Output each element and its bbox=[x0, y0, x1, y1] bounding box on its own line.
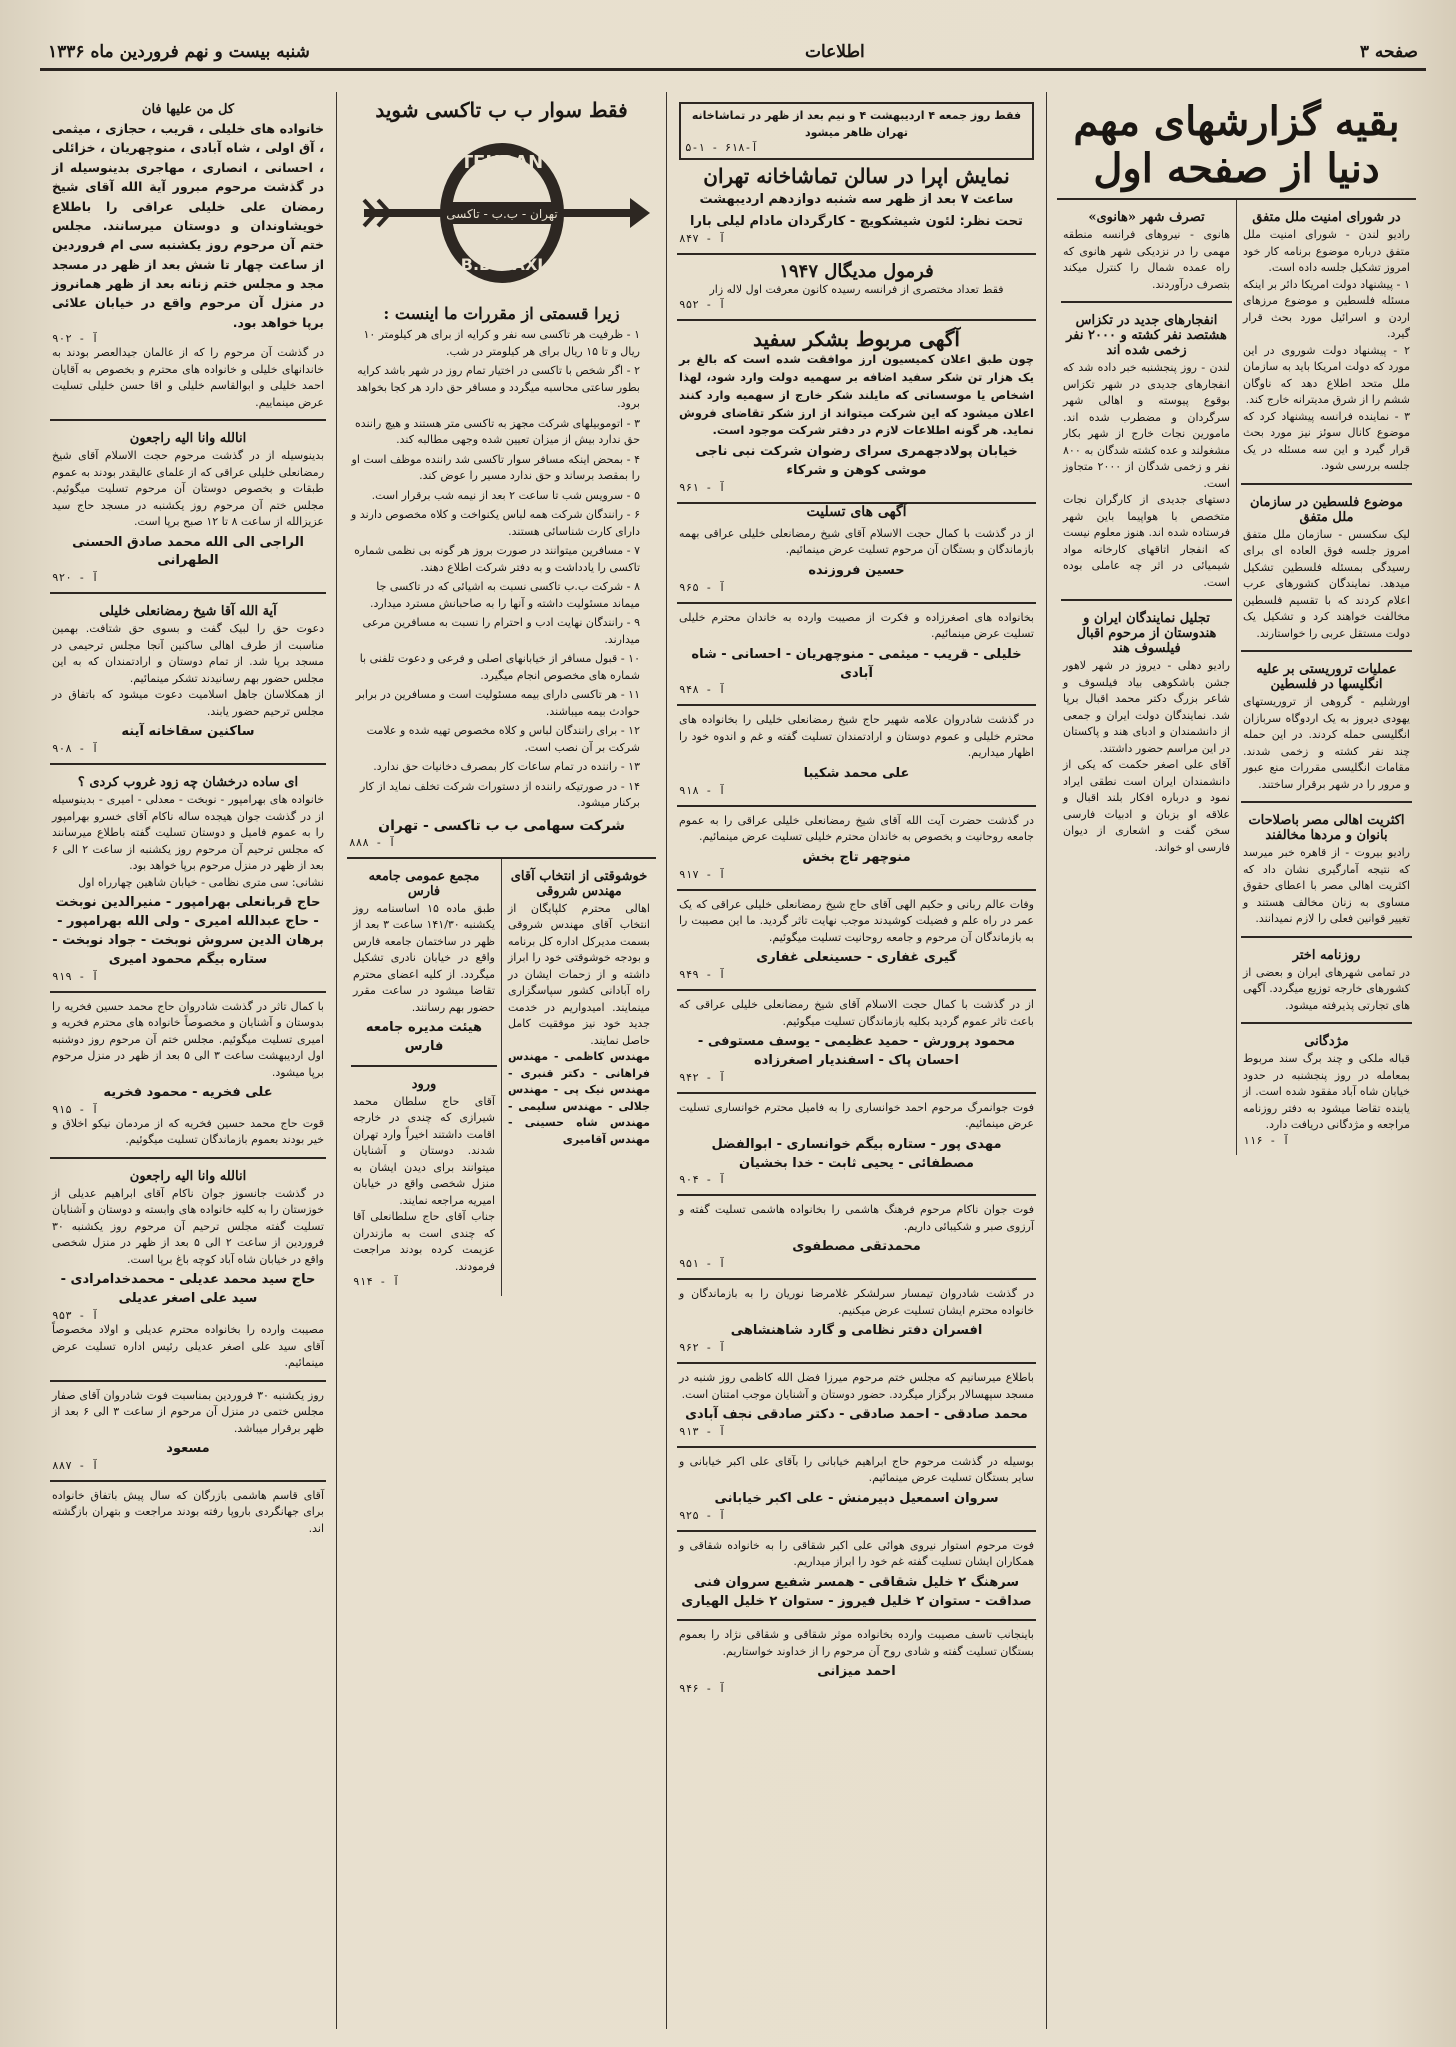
taxi-rule: ۵ - سرویس شب تا ساعت ۲ بعد از نیمه شب برقرار است. bbox=[371, 488, 640, 502]
hanoi-title: تصرف شهر «هانوی» bbox=[1088, 210, 1205, 225]
taxi-rule: ۱۰ - قبول مسافر از خیابانهای اصلی و فرعی و دعوت تلفنی با شماره های مخصوص انجام میگیرد. bbox=[359, 652, 640, 682]
bahrampour-notice bbox=[50, 765, 326, 992]
security-title: در شورای امنیت ملل متفق bbox=[1252, 210, 1401, 225]
taxi-footer: شرکت سهامی ب ب تاکسی - تهران bbox=[378, 817, 625, 834]
condolence-text: در گذشت شادروان علامه شهیر حاج شیخ رمضانعلی خلیلی را بخانواده های محترم خلیلی و عموم دوستان و ارادتمندان تسلیت گفته و غم و اندوه خود را اظهار میداریم. bbox=[679, 713, 1034, 760]
masoud-sign: مسعود bbox=[166, 1441, 210, 1457]
security-point-2: ۲ - پیشنهاد دولت شوروی در این مورد که دولت امریکا باید به سازمان ملل متحد اطلاع دهد که ناوگان ششم را از شرق مدیترانه خارج کند. bbox=[1243, 343, 1410, 406]
lost-text: قباله ملکی و چند برگ سند مربوط بمعامله در روز پنجشنبه در حدود خیابان شاه آباد مفقود شده است. از یابنده تقاضا میشود به دفتر روزنامه مراجعه و مژدگانی دریافت دارد. bbox=[1243, 1052, 1410, 1131]
shooghi-notice bbox=[506, 859, 652, 1157]
condolence-list bbox=[677, 520, 1036, 1703]
paper-name: اطلاعات bbox=[804, 42, 865, 62]
terrorism-title: عملیات تروریستی بر علیه انگلیسها در فلسطین bbox=[1256, 662, 1397, 692]
ayatollah-text: دعوت حق را لبیک گفت و بسوی حق شتافت. بهمین مناسبت از طرف اهالی ساکنین آنجا مجلس ترحیمی در مسجد برپا شد. از تمام دوستان و ارادتمندان که به این مجلس حضور بهم رسانیدند تشکر مینمائیم. bbox=[52, 622, 324, 685]
security-point-3: ۳ - نماینده فرانسه پیشنهاد کرد که موضوع کانال سوئز نیز مورد بحث قرار گیرد و این سه مسئله در یک جلسه بررسی شود. bbox=[1243, 409, 1410, 472]
taxi-rule: ۹ - رانندگان نهایت ادب و احترام را نسبت به مسافرین مرعی میدارند. bbox=[362, 616, 640, 646]
condolence-code: آ - ۹۵۱ bbox=[679, 1257, 726, 1271]
opera-title: نمایش اپرا در سالن تماشاخانه تهران bbox=[703, 164, 1010, 188]
ennaa-code: آ - ۹۲۰ bbox=[52, 571, 99, 585]
condolence-names: علی محمد شکیبا bbox=[803, 765, 910, 781]
condolence-notice bbox=[677, 1094, 1036, 1197]
formula-code: آ - ۹۵۲ bbox=[679, 298, 726, 312]
condolence-names: گیری غفاری - حسینعلی غفاری bbox=[756, 950, 957, 966]
condolence-names: افسران دفتر نظامی و گارد شاهنشاهی bbox=[730, 1323, 983, 1339]
lost-notice bbox=[1241, 1024, 1412, 1155]
ennaa-text: بدینوسیله از در گذشت مرحوم حجت الاسلام آقای شیخ رمضانعلی خلیلی عراقی که از علمای عالیقدر بودند به عموم طبقات و بخصوص دوستان آن مرحوم تسلیت میگوئیم. مجلس ختم آن مرحوم روز یکشنبه در مسجد حاج سید عزیزالله از ساعت ۸ تا ۱۲ صبح برپا است. bbox=[52, 449, 324, 529]
issue-date: شنبه بیست و نهم فروردین ماه ۱۳۳۶ bbox=[48, 42, 310, 62]
condolence-code: آ - ۹۲۵ bbox=[679, 1508, 726, 1522]
akhtar-title: روزنامه اختر bbox=[1292, 947, 1361, 963]
condolence-notice bbox=[677, 520, 1036, 604]
taxi-rules bbox=[349, 327, 654, 812]
condolence-text: بخانواده های اصغرزاده و فکرت از مصیبت وارده به خاندان محترم خلیلی تسلیت عرض مینمائیم. bbox=[679, 610, 1034, 641]
fakhri-note: قوت حاج محمد حسین فخریه که از مردمان نیکو اخلاق و خیر بودند بعموم بازماندگان تسلیت میگوئیم. bbox=[52, 1116, 324, 1147]
adili-text-2: مصیبت وارده را بخانواده محترم عدیلی و اولاد مخصوصاً آقای سید علی اصغر عدیلی رئیس اداره تسلیت عرض مینمائیم. bbox=[52, 1323, 324, 1370]
formula-text: فقط تعداد مختصری از فرانسه رسیده کانون معرفت اول لاله زار bbox=[709, 282, 1004, 296]
taxi-rules-title: زیرا قسمتی از مقررات ما اینست : bbox=[383, 304, 620, 323]
header-quote: کل من علیها فان bbox=[141, 102, 235, 117]
opera-timing-box bbox=[679, 102, 1034, 160]
opera-footer-code: آ - ۸۴۷ bbox=[679, 231, 726, 245]
adili-title: انالله وانا الیه راجعون bbox=[129, 1168, 247, 1184]
taxi-rule: ۱۱ - هر تاکسی دارای بیمه مسئولیت است و مسافرین در برابر حوادث بیمه میباشند. bbox=[355, 688, 640, 718]
masoud-notice bbox=[50, 1382, 326, 1482]
condolence-notice bbox=[677, 1532, 1036, 1622]
commerce-notice bbox=[50, 1482, 326, 1546]
masoud-code: آ - ۸۸۷ bbox=[52, 1458, 99, 1472]
commerce-text: آقای قاسم هاشمی بازرگان که سال پیش باتفاق خانواده برای جهانگردی باروپا رفته بودند مراجعت و بتهران بازگشته اند. bbox=[52, 1488, 324, 1535]
opera-code: آ-۶۱۸ - ۱-۵ bbox=[685, 141, 758, 154]
condolence-text: از در گذشت با کمال حجت الاسلام آقای شیخ رمضانعلی خلیلی عراقی بهمه بازماندگان و بستگان آن مرحوم تسلیت عرض مینمائیم. bbox=[679, 526, 1034, 557]
condolence-text: فوت جوانمرگ مرحوم احمد خوانساری را به فامیل محترم خوانساری تسلیت عرض مینمائیم. bbox=[679, 1100, 1034, 1131]
condolence-notice bbox=[677, 991, 1036, 1094]
condolence-names: محمد صادقی - احمد صادقی - دکتر صادقی نجف آبادی bbox=[685, 1407, 1028, 1423]
taxi-logo bbox=[349, 122, 654, 304]
ayatollah-code: آ - ۹۰۸ bbox=[52, 742, 99, 756]
column-left bbox=[40, 92, 336, 2029]
condolence-code: آ - ۹۱۷ bbox=[679, 867, 726, 881]
opera-timing: فقط روز جمعه ۴ اردیبهشت ۴ و نیم بعد از ظهر در تماشاخانه تهران ظاهر میشود bbox=[691, 109, 1022, 139]
opera-director: تحت نظر: لئون شیشکویچ - کارگردان مادام لیلی بارا bbox=[690, 213, 1023, 229]
condolence-text: در گذشت شادروان تیمسار سرلشکر غلامرضا نوریان را به بازماندگان و خانواده محترم ایشان تسلیت عرض میکنیم. bbox=[679, 1287, 1034, 1317]
ayatollah-notice bbox=[50, 594, 326, 765]
condolence-text: باطلاع میرسانیم که مجلس ختم مرحوم میرزا فضل الله کاظمی روز شنبه در مسجد سپهسالار برگزار میگردد. حضور دوستان و آشنایان موجب امتنان است. bbox=[679, 1371, 1034, 1401]
ayatollah-sign: ساکنین سقاخانه آینه bbox=[121, 724, 255, 740]
iqbal-text-2: آقای علی اصغر حکمت که یکی از دانشمندان ایران است نطقی ایراد نمود و درباره افکار بلند اقبال و علاقه او بزبان و ادبیات فارسی سخن گفت و اشعاری از دیوان فارسی او خواند. bbox=[1063, 758, 1230, 854]
terrorism-text: اورشلیم - گروهی از تروریستهای یهودی دیروز به یک اردوگاه سربازان انگلیسی حمله کردند. در این حمله چند نفر کشته و زخمی شدند. مقامات انگلیسی مقررات منع عبور و مرور را در شهر برقرار ساختند. bbox=[1243, 695, 1410, 791]
lost-code: آ - ۱۱۶ bbox=[1243, 1133, 1290, 1147]
ennaa-title: انالله وانا الیه راجعون bbox=[129, 431, 247, 447]
condolence-code: آ - ۹۴۹ bbox=[679, 968, 726, 981]
column-center-left bbox=[336, 92, 666, 2029]
condolence-text: فوت مرحوم استوار نیروی هوائی علی اکبر شقاقی را به خانواده شقاقی و همکاران ایشان تسلیت گفته غم خود را ابراز میداریم. bbox=[679, 1538, 1034, 1569]
condolence-code: آ - ۹۱۸ bbox=[679, 783, 726, 797]
page-number: صفحه ۳ bbox=[1359, 42, 1418, 62]
condolence-notice bbox=[677, 1280, 1036, 1364]
news-two-columns bbox=[1057, 200, 1416, 1155]
taxi-rule: ۲ - اگر شخص با تاکسی در اختیار تمام روز در شهر باشد کرایه بطور ساعتی محاسبه میگردد و مسافر حق دارد هر کجا بخواهد برود. bbox=[356, 364, 640, 410]
fakhri-code: آ - ۹۱۵ bbox=[52, 1102, 99, 1116]
taxi-rule: ۱۲ - برای رانندگان لباس و کلاه مخصوص تهیه شده و علامت شرکت بر آن نصب است. bbox=[366, 724, 640, 754]
condolence-code: آ - ۹۶۲ bbox=[679, 1341, 726, 1355]
hanoi-text: هانوی - نیروهای فرانسه منطقه مهمی را در نزدیکی شهر هانوی که راه عمده شمال را کنترل میکند بتصرف درآوردند. bbox=[1063, 228, 1230, 291]
condolence-notice bbox=[677, 604, 1036, 707]
condolence-text: باینجانب تاسف مصیبت وارده بخانواده موثر شقاقی و شقاقی نژاد را بعموم بستگان تسلیت گفته و شادی روح آن مرحوم را از خداوند خواستاریم. bbox=[679, 1628, 1034, 1658]
shooghi-text: اهالی محترم کلپایگان از انتخاب آقای مهندس شروقی بسمت مدیرکل اداره کل برنامه و بودجه خوشوقتی خود را ابراز داشته و از زحمات ایشان در راه آبادانی کشور سپاسگزاری مینمایند. امیدواریم در خدمت جدید خود نیز موفقیت کامل حاصل نمایند. bbox=[508, 901, 650, 1047]
hanoi-article bbox=[1061, 200, 1232, 303]
sugar-address: خیابان پولادجهمری سرای رضوان شرکت نبی ناجی موشی کوهن و شرکاء bbox=[695, 444, 1018, 479]
taxi-rule: ۶ - رانندگان شرکت همه لباس یکنواخت و کلاه مخصوص دارند و دارای کارت شناسائی هستند. bbox=[351, 508, 640, 538]
khalili-code: آ - ۹۰۲ bbox=[52, 332, 99, 346]
taxi-slogan: فقط سوار ب ب تاکسی شوید bbox=[375, 98, 628, 122]
bahrampour-names: حاج قربانعلی بهرامپور - منیرالدین نوبخت - حاج عبدالله امیری - ولی الله بهرامپور - برهان الدین سروش نوبخت - جواد نوبخت - ستاره بیگم محمود امیری bbox=[52, 895, 324, 967]
arrival-text: آقای حاج سلطان محمد شیرازی که چندی در خارجه اقامت داشتند اخیراً وارد تهران شدند. دوستان و آشنایان میتوانند برای دیدن ایشان به منزل شخصی واقع در خیابان امیریه مراجعه نمایند. bbox=[353, 1094, 495, 1207]
formula-ad bbox=[677, 255, 1036, 322]
condolence-names: مهدی پور - ستاره بیگم خوانساری - ابوالفضل مصطفائی - یحیی ثابت - خدا بخشیان bbox=[711, 1136, 1002, 1171]
condolence-names: احمد میزانی bbox=[817, 1664, 896, 1680]
arrival-code: آ - ۹۱۴ bbox=[353, 1275, 400, 1289]
condolence-text: از در گذشت با کمال حجت الاسلام آقای شیخ رمضانعلی خلیلی عراقی که باعث تاثر عموم گردید بکلیه بازماندگان تسلیت میگوئیم. bbox=[679, 998, 1034, 1028]
condolence-code: آ - ۹۴۸ bbox=[679, 683, 726, 697]
iqbal-title: تجلیل نمایندگان ایران و هندوستان از مرحوم اقبال فیلسوف هند bbox=[1076, 611, 1217, 656]
egypt-article bbox=[1241, 803, 1412, 938]
condolence-notice bbox=[677, 1621, 1036, 1703]
condolence-text: وفات عالم ربانی و حکیم الهی آقای حاج شیخ رمضانعلی خلیلی عراقی که یک عمر در راه علم و فضیلت کوشیدند موجب نهایت تاثر گردید. ما این مصیبت را به بازماندگان آن مرحوم و جامعه روحانیت تسلیت میگوئیم. bbox=[679, 897, 1034, 944]
taxi-rule: ۸ - شرکت ب.ب تاکسی نسبت به اشیائی که در تاکسی جا میماند مسئولیت داشته و آنها را به صاحبانش مسترد میدارد. bbox=[370, 580, 640, 610]
formula-title: فرمول مدیگال ۱۹۴۷ bbox=[779, 260, 934, 282]
arrival-text-2: جناب آقای حاج سلطانعلی آقا که چندی است به مازندران عزیمت کرده بودند مراجعت فرمودند. bbox=[353, 1210, 495, 1273]
condolence-names: خلیلی - قریب - میثمی - منوچهریان - احسانی - شاه آبادی bbox=[691, 646, 1022, 681]
adili-names: حاج سید محمد عدیلی - محمدخدامرادی - سید علی اصغر عدیلی bbox=[60, 1272, 316, 1307]
akhtar-notice bbox=[1241, 938, 1412, 1025]
taxi-logo-top: TEHRAN bbox=[460, 152, 543, 173]
taxi-rule: ۳ - اتوموبیلهای شرکت مجهز به تاکسی متر هستند و هیچ راننده حق ندارد بیش از میزان تعیین شده وجهی مطالبه کند. bbox=[355, 416, 640, 446]
palestine-text: لیک سکسس - سازمان ملل متفق امروز جلسه فوق العاده ای برای رسیدگی بمسئله فلسطین تشکیل میدهد. نمایندگان کشورهای عرب اعلام کردند که با تقسیم فلسطین مخالفت خواهند کرد و تشکیل یک دولت مستقل عربی را خواستارند. bbox=[1243, 527, 1410, 640]
page-body bbox=[40, 92, 1426, 2029]
taxi-logo-icon bbox=[352, 128, 652, 298]
condolence-notice bbox=[677, 706, 1036, 806]
contracts-text: دستهای جدیدی از کارگران نجات متخصص با هواپیما باین شهر فرستاده شده اند. هنوز معلوم نیست که انفجار اتاقهای کارخانه مواد شیمیائی در اثر چه عاملی بوده است. bbox=[1063, 493, 1230, 589]
jamea-notice bbox=[351, 859, 497, 1067]
main-headline: بقیه گزارشهای مهم دنیا از صفحه اول bbox=[1073, 98, 1400, 192]
condolence-code: آ - ۹۴۶ bbox=[679, 1682, 726, 1696]
condolence-notice bbox=[677, 1364, 1036, 1448]
condolence-names: حسین فروزنده bbox=[808, 562, 905, 578]
news-subcol-right bbox=[1237, 200, 1416, 1155]
khalili-text: خانواده های خلیلی ، قریب ، حجازی ، میثمی ، آق اولی ، شاه آبادی ، منوچهریان ، خزائلی ، احسانی ، انصاری ، مهاجری بدینوسیله از در گذشت مرحوم مبرور آیة الله آقای شیخ رمضان علی خلیلی عراقی را باطلاع خویشاوندان و دوستان میرسانند. مجلس ختم آن مرحوم روز یکشنبه سی ام فروردین از ساعت چهار تا شش بعد از ظهر در مسجد مجد و مجلس ختم زنانه بعد از ظهر همانروز در منزل آن مرحوم واقع در خیابان علائی برپا خواهد بود. bbox=[52, 121, 324, 330]
adili-notice bbox=[50, 1159, 326, 1382]
palestine-title: موضوع فلسطین در سازمان ملل متفق bbox=[1249, 494, 1404, 525]
sugar-ad bbox=[677, 321, 1036, 504]
condolence-names: محمود پرورش - حمید عظیمی - یوسف مستوفی - احسان پاک - اسفندیار اصغرزاده bbox=[697, 1034, 1016, 1068]
taxi-logo-bottom: B.B. TAXI bbox=[460, 255, 543, 274]
taxi-rule: ۱۳ - راننده در تمام ساعات کار بمصرف دخانیات حق ندارد. bbox=[373, 760, 640, 773]
fakhri-text: با کمال تاثر در گذشت شادروان حاج محمد حسین فخریه را بدوستان و آشنایان و مخصوصاً خانواده های محترم فخریه و امیری تسلیت میگوئیم. مجلس ختم آن مرحوم روز دوشنبه اول اردیبهشت ساعت ۳ الی ۵ بعد از ظهر در منزل مرحوم برپا میشود. bbox=[52, 999, 324, 1079]
adili-text: در گذشت جانسوز جوان ناکام آقای ابراهیم عدیلی از خوزستان را به کلیه خانواده های وابسته و دوستان و آشنایان تسلیت گفته مجلس ترحیم آن مرحوم روز یکشنبه ۳۰ فروردین از ساعت ۲ الی ۵ بعد از ظهر در منزل شخصی واقع در خیابان شاه آباد کوچه باغ برپا است. bbox=[52, 1186, 324, 1266]
fakhri-notice bbox=[50, 993, 326, 1159]
fakhri-names: علی فخریه - محمود فخریه bbox=[103, 1085, 273, 1101]
condolence-text: در گذشت حضرت آیت الله آقای شیخ رمضانعلی خلیلی عراقی را به عموم جامعه روحانیت و بخصوص به خاندان محترم خلیلی تسلیت عرض مینمائیم. bbox=[679, 813, 1034, 844]
sugar-text: چون طبق اعلان کمیسیون ارز موافقت شده است که بالغ بر یک هزار تن شکر سفید اضافه بر سهمیه دولت وارد شود، لهذا اشخاص یا موسساتی که مایلند شکر خارج از سهمیه وارد کنند اعلان میشود که این شرکت میتواند از ارز شکر تقاضای فروش نماید. هر گونه اطلاعات لازم در دفتر شرکت موجود است. bbox=[679, 352, 1034, 438]
explosions-title: انفجارهای جدید در تکزاس هشتصد نفر کشته و ۲۰۰۰ نفر زخمی شده اند bbox=[1066, 313, 1227, 358]
taxi-code: آ - ۸۸۸ bbox=[349, 835, 396, 849]
adili-code: آ - ۹۵۳ bbox=[52, 1309, 99, 1323]
bahrampour-title: ای ساده درخشان چه زود غروب کردی ؟ bbox=[77, 775, 299, 791]
shooghi-title: خوشوقتی از انتخاب آقای مهندس شروقی bbox=[510, 868, 648, 899]
jamea-title: مجمع عمومی جامعه فارس bbox=[368, 868, 480, 899]
condolence-code: آ - ۹۴۲ bbox=[679, 1070, 726, 1084]
condolence-text: بوسیله در گذشت مرحوم حاج ابراهیم خیابانی را بآقای علی اکبر خیابانی و سایر بستگان تسلیت عرض مینمائیم. bbox=[679, 1454, 1034, 1485]
arrival-notice bbox=[351, 1067, 497, 1297]
ayatollah-text-2: از همکلاسان جاهل اسلامیت دعوت میشود که باتفاق در مجلس ترحیم حضور یابند. bbox=[52, 688, 324, 718]
khalili-text-2: در گذشت آن مرحوم را که از عالمان جیدالعصر بودند به خاندانهای خلیلی و خانواده های محترم و بخصوص به آقایان احمد خلیلی و ابوالقاسم خلیلی و اقا حسن خلیلی تسلیت عرض مینماییم. bbox=[52, 346, 324, 409]
condolence-code: آ - ۹۱۳ bbox=[679, 1424, 726, 1438]
bottom-notices bbox=[347, 859, 656, 1297]
masthead bbox=[40, 22, 1426, 71]
iqbal-article bbox=[1061, 601, 1232, 864]
bahrampour-address: نشانی: سی متری نظامی - خیابان شاهین چهارراه اول bbox=[78, 875, 324, 889]
taxi-ad bbox=[347, 92, 656, 859]
explosions-article bbox=[1061, 303, 1232, 601]
condolence-names: سروان اسمعیل دبیرمنش - علی اکبر خیابانی bbox=[714, 1490, 999, 1506]
condolence-notice bbox=[677, 807, 1036, 891]
column-right bbox=[1046, 92, 1426, 2029]
condolence-code: آ - ۹۰۴ bbox=[679, 1173, 726, 1187]
khalili-family-notice bbox=[50, 92, 326, 421]
opera-time: ساعت ۷ بعد از ظهر سه شنبه دوازدهم اردیبهشت bbox=[699, 192, 1014, 207]
condolence-header: آگهی های تسلیت bbox=[806, 503, 907, 520]
shooghi-names: مهندس کاظمی - مهندس فراهانی - دکتر قنبری - مهندس نیک پی - مهندس جلالی - مهندس سلیمی - مهندس شاه حسینی - مهندس آقامیری bbox=[508, 1050, 650, 1146]
palestine-article bbox=[1241, 485, 1412, 653]
akhtar-text: در تمامی شهرهای ایران و بعضی از کشورهای خارجه توزیع میگردد. آگهی های تجارتی پذیرفته میشود. bbox=[1243, 965, 1410, 1012]
bottom-notices-right bbox=[502, 859, 656, 1297]
condolence-code: آ - ۹۶۵ bbox=[679, 580, 726, 594]
jamea-text: طبق ماده ۱۵ اساسنامه روز یکشنبه ۱۴۱/۳۰ ساعت ۳ بعد از ظهر در ساختمان جامعه فارس واقع در خیابان نادری تشکیل میگردد. از کلیه اعضای محترم تقاضا میشود در ساعت مقرر حضور بهم رسانند. bbox=[353, 901, 495, 1014]
egypt-text: رادیو بیروت - از قاهره خبر میرسد که نتیجه آمارگیری نشان داد که اکثریت اهالی مصر با اعطای حقوق مساوی به زنان مخالف هستند و تغییر قوانین فعلی را لازم نمیدانند. bbox=[1243, 846, 1410, 925]
headline-block bbox=[1057, 92, 1416, 200]
condolence-text: فوت جوان ناکام مرحوم فرهنگ هاشمی را بخانواده هاشمی تسلیت گفته و آرزوی صبر و شکیبائی داریم. bbox=[679, 1203, 1034, 1233]
taxi-rule: ۷ - مسافرین میتوانند در صورت بروز هر گونه بی نظمی شماره تاکسی را یادداشت و به دفتر شرکت اطلاع دهند. bbox=[354, 544, 640, 574]
ayatollah-title: آیة الله آقا شیخ رمضانعلی خلیلی bbox=[99, 604, 277, 620]
taxi-rule: ۱ - ظرفیت هر تاکسی سه نفر و کرایه از برای هر کیلومتر ۱۰ ریال و تا ۱۵ ریال برای هر کیلومتر در شب. bbox=[363, 328, 640, 358]
bottom-notices-left bbox=[347, 859, 502, 1297]
condolence-notice bbox=[677, 1196, 1036, 1280]
ennaa-notice bbox=[50, 421, 326, 594]
bahrampour-code: آ - ۹۱۹ bbox=[52, 969, 99, 983]
terrorism-article bbox=[1241, 652, 1412, 803]
condolence-names: سرهنگ ۲ خلیل شقاقی - همسر شفیع سروان فنی صداقت - ستوان ۲ خلیل فیروز - ستوان ۲ خلیل الهیاری bbox=[681, 1574, 1032, 1609]
security-council-article bbox=[1241, 200, 1412, 485]
condolence-notice bbox=[677, 1448, 1036, 1532]
taxi-rule: ۱۴ - در صورتیکه راننده از دستورات شرکت تخلف نماید از کار برکنار میشود. bbox=[359, 779, 640, 809]
taxi-logo-center: تهران - ب.ب - تاکسی bbox=[445, 207, 558, 221]
ennaa-sign: الراجی الی الله محمد صادق الحسنی الطهرانی bbox=[72, 534, 304, 569]
security-text: رادیو لندن - شورای امنیت ملل متفق درباره موضوع برنامه کار خود امروز تشکیل جلسه داده است. bbox=[1243, 228, 1410, 274]
security-point-1: ۱ - پیشنهاد دولت امریکا دائر بر اینکه مسئله فلسطین و موضوع مرزهای اردن و اسرائیل مورد بحث قرار گیرد. bbox=[1243, 277, 1410, 340]
column-center-right bbox=[666, 92, 1046, 2029]
bahrampour-text: خانواده های بهرامپور - نوبخت - معدلی - امیری - بدینوسیله از در گذشت جوان هیجده ساله ناکام آقای خسرو بهرامپور را به عموم فامیل و دوستان تسلیت گفته باطلاع میرسانند که مجلس ترحیم آن مرحوم روز یکشنبه از ساعت ۲ الی ۶ بعد از ظهر در منزل مرحوم برپا خواهد بود. bbox=[52, 793, 324, 873]
news-subcol-left bbox=[1057, 200, 1237, 1155]
sugar-title: آگهی مربوط بشکر سفید bbox=[753, 327, 960, 352]
condolence-names: منوچهر تاج بخش bbox=[802, 849, 911, 865]
arrival-title: ورود bbox=[411, 1076, 437, 1092]
masoud-text: روز یکشنبه ۳۰ فروردین بمناسبت فوت شادروان آقای صفار مجلس ختمی در منزل آن مرحوم از ساعت ۳ الی ۶ بعد از ظهر برقرار میباشد. bbox=[52, 1388, 324, 1435]
explosions-text: لندن - روز پنجشنبه خبر داده شد که انفجارهای جدیدی در شهر تکزاس بوقوع پیوسته و اهالی شهر سرگردان و مضطرب شده اند. مامورین نجات خارج از شهر بکار مشغولند و عده کشته شدگان به ۸۰۰ نفر و زخمی شدگان از ۲۰۰۰ متجاوز است. bbox=[1063, 361, 1230, 490]
condolence-names: محمدتقی مصطفوی bbox=[792, 1239, 921, 1255]
egypt-title: اکثریت اهالی مصر باصلاحات بانوان و مردها مخالفند bbox=[1248, 813, 1405, 843]
lost-title: مژدگانی bbox=[1304, 1034, 1349, 1049]
sugar-code: آ - ۹۶۱ bbox=[679, 480, 726, 494]
taxi-rule: ۴ - بمحض اینکه مسافر سوار تاکسی شد راننده موظف است او را بمقصد برساند و حق ندارد مسیر را عوض کند. bbox=[351, 452, 640, 482]
jamea-sign: هیئت مدیره جامعه فارس bbox=[365, 1020, 483, 1055]
opera-ad bbox=[677, 92, 1036, 255]
condolence-notice bbox=[677, 891, 1036, 991]
iqbal-text: رادیو دهلی - دیروز در شهر لاهور جشن باشکوهی بیاد فیلسوف و شاعر بزرگ دکتر محمد اقبال برپا شد. نمایندگان دولت ایران و جمعی از دانشمندان و ادبای هند و پاکستان در این مراسم حضور داشتند. bbox=[1063, 659, 1230, 755]
